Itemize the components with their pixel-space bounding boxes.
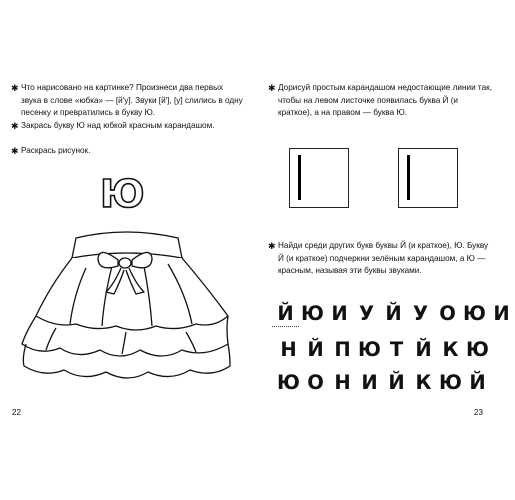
instruction-2: ✱ Закрась букву Ю над юбкой красным карандашом. — [11, 121, 215, 131]
letter-sheet-left[interactable] — [289, 148, 349, 208]
letter-cell[interactable]: К — [442, 338, 459, 361]
bullet-star-icon: ✱ — [11, 146, 19, 156]
bullet-star-icon: ✱ — [11, 121, 19, 131]
letter-row-2 — [275, 338, 491, 361]
stroke-line — [298, 155, 301, 200]
letter-row-1 — [272, 302, 515, 327]
outline-letter-yu[interactable]: Ю — [100, 172, 145, 216]
letter-cell[interactable]: П — [334, 338, 351, 361]
letter-cell[interactable]: К — [415, 371, 432, 394]
letter-cell[interactable]: Ю — [358, 338, 381, 361]
letter-cell[interactable]: О — [307, 371, 324, 394]
letter-cell[interactable]: Й — [469, 371, 486, 394]
letter-cell[interactable]: Ю — [301, 302, 324, 325]
letter-cell[interactable]: Ю — [466, 338, 489, 361]
letter-cell[interactable]: У — [358, 302, 375, 325]
letter-cell[interactable]: Й — [385, 302, 402, 325]
letter-cell[interactable]: Й — [388, 371, 405, 394]
letter-cell[interactable]: Т — [389, 338, 404, 361]
letter-cell[interactable]: Н — [280, 338, 297, 361]
letter-cell[interactable]: И — [361, 371, 378, 394]
letter-cell[interactable]: И — [493, 302, 510, 325]
skirt-illustration[interactable] — [16, 228, 236, 383]
letter-cell[interactable]: Й — [272, 302, 299, 327]
letter-cell[interactable]: Й — [307, 338, 324, 361]
letter-cell[interactable]: Й — [415, 338, 432, 361]
left-page — [0, 0, 250, 500]
letter-cell[interactable]: Н — [334, 371, 351, 394]
bullet-star-icon: ✱ — [11, 83, 19, 93]
stroke-line — [407, 155, 410, 200]
instruction-draw: ✱ Дорисуй простым карандашом недостающие линии так, чтобы на левом листочке появилась буква Й (и краткое), а на правом — буква Ю. — [268, 83, 492, 117]
bullet-star-icon: ✱ — [268, 241, 276, 251]
letter-cell[interactable]: У — [412, 302, 429, 325]
letter-cell[interactable]: Ю — [439, 371, 462, 394]
bullet-star-icon: ✱ — [268, 83, 276, 93]
instruction-find: ✱ Найди среди других букв буквы Й (и краткое), Ю. Букву Й (и краткое) подчеркни зелёным карандашом, а Ю — красным, называя эти буквы звуками. — [268, 241, 489, 275]
instruction-1: ✱ Что нарисовано на картинке? Произнеси два первых звука в слове «юбка» — [й'у]. Звуки [й'], [у] слились в одну песенку и превратились в букву Ю. — [11, 83, 243, 117]
letter-row-3 — [275, 371, 491, 394]
page-number-right: 23 — [474, 408, 483, 417]
instruction-3: ✱ Раскрась рисунок. — [11, 146, 91, 156]
letter-cell[interactable]: Ю — [463, 302, 486, 325]
letter-cell[interactable]: И — [331, 302, 348, 325]
letter-cell[interactable]: О — [439, 302, 456, 325]
letter-cell[interactable]: Ю — [277, 371, 300, 394]
page-number-left: 22 — [12, 408, 21, 417]
letter-sheet-right[interactable] — [398, 148, 458, 208]
